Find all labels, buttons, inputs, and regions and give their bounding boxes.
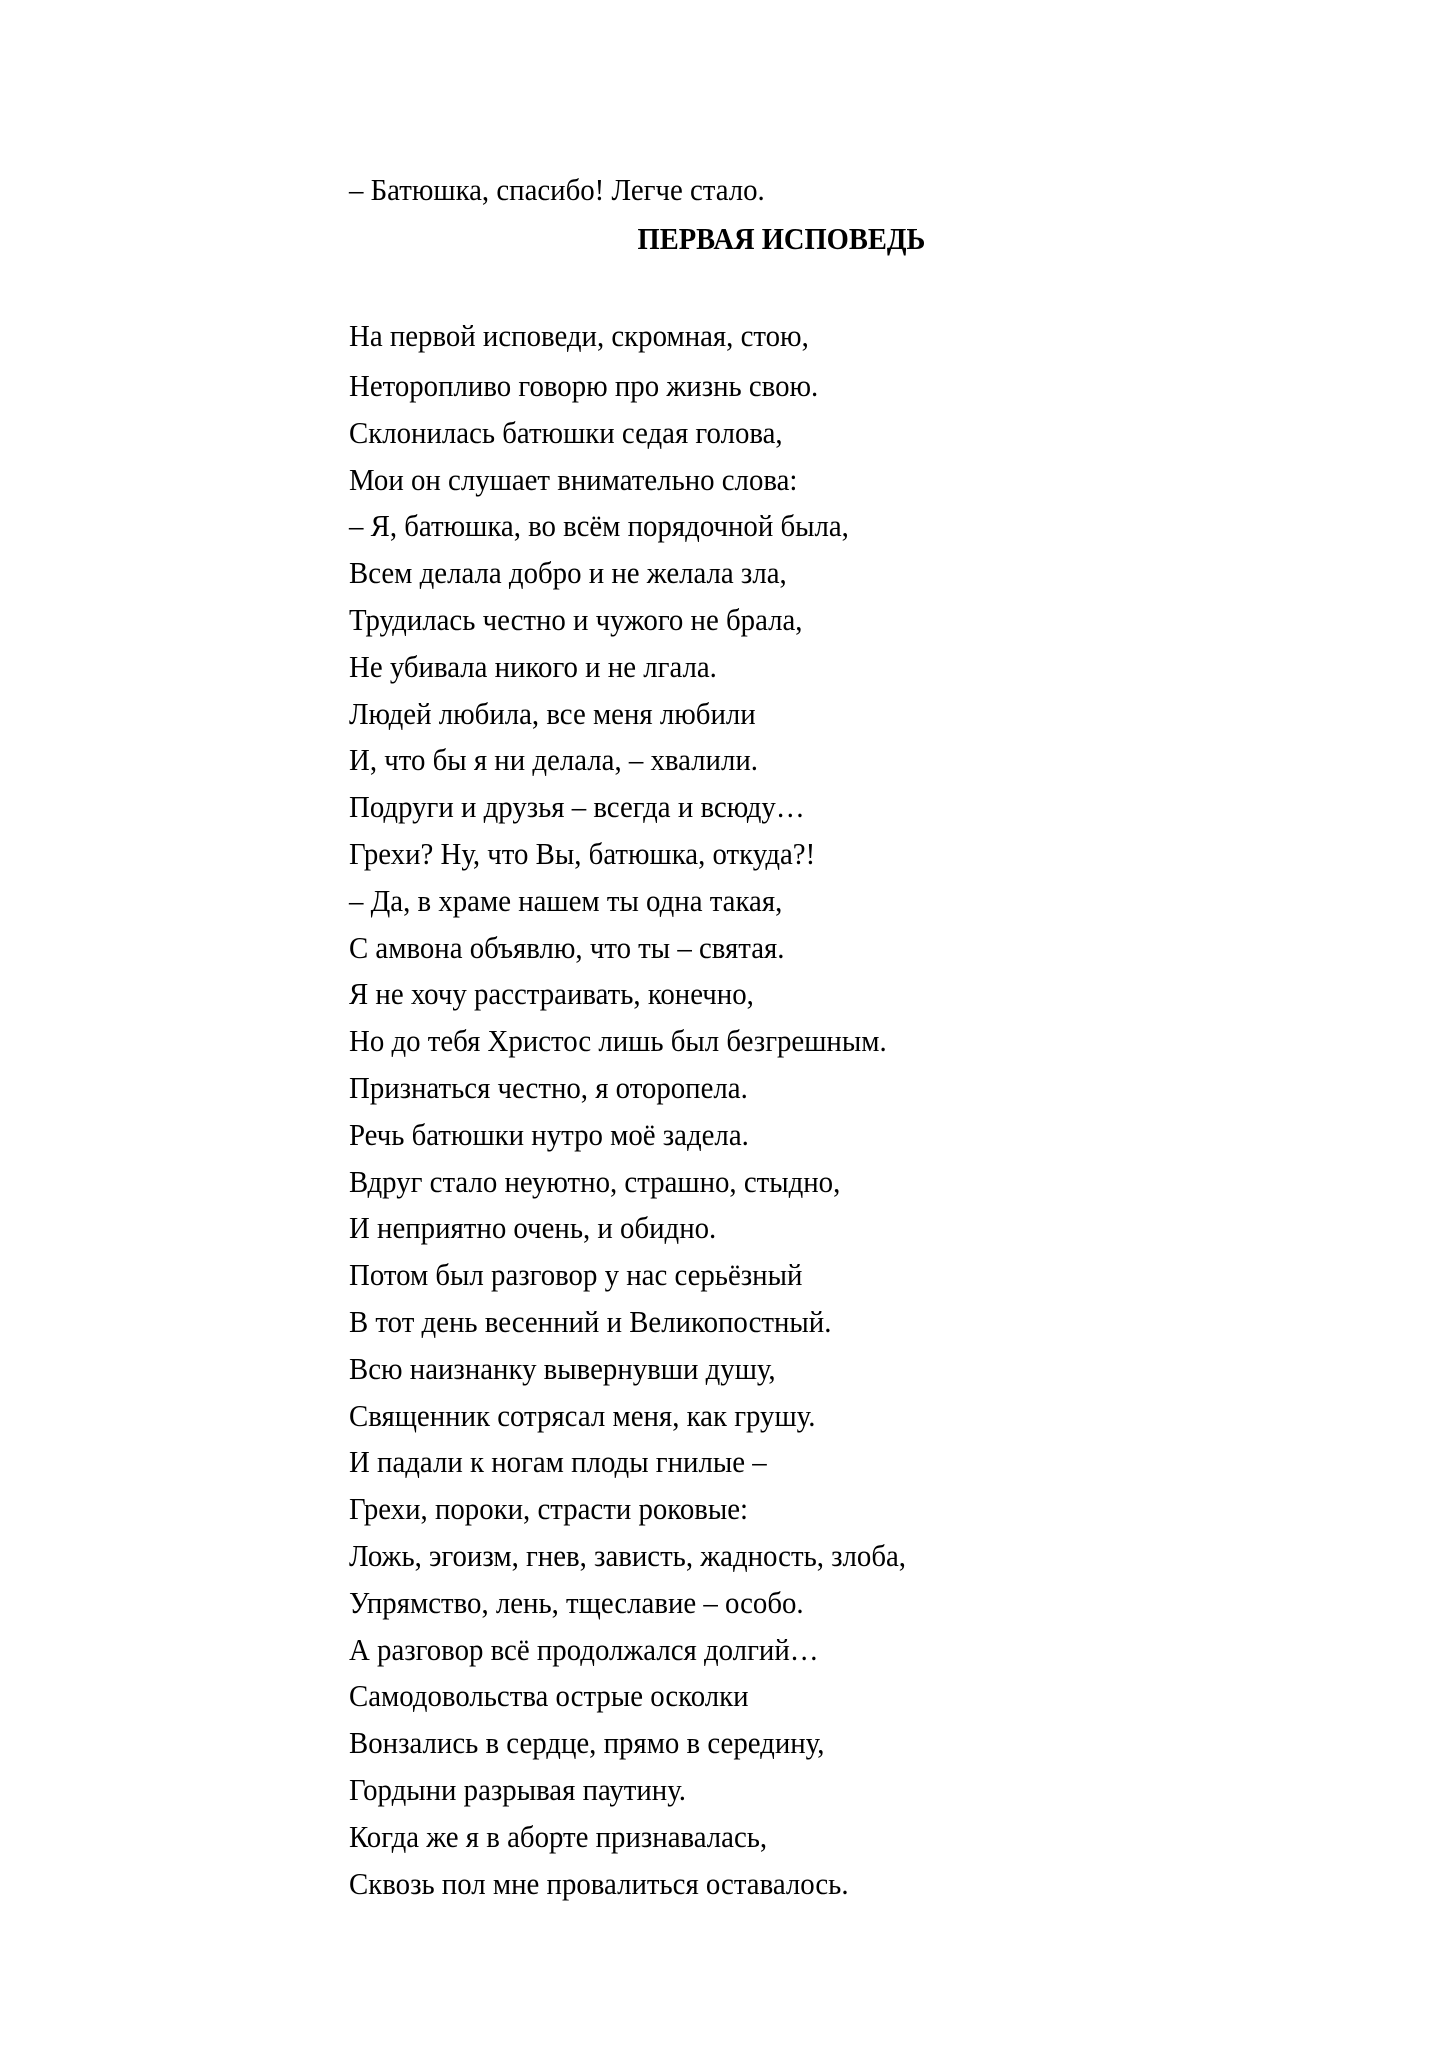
poem-line: И падали к ногам плоды гнилые – <box>349 1444 767 1480</box>
poem-line: Всю наизнанку вывернувши душу, <box>349 1350 776 1386</box>
poem-line: Гордыни разрывая паутину. <box>349 1771 686 1807</box>
poem-line: Потом был разговор у нас серьёзный <box>349 1257 803 1293</box>
poem-line: В тот день весенний и Великопостный. <box>349 1303 832 1339</box>
poem-line: А разговор всё продолжался долгий… <box>349 1631 819 1667</box>
poem-line: И неприятно очень, и обидно. <box>349 1210 717 1246</box>
poem-line: Вдруг стало неуютно, страшно, стыдно, <box>349 1163 841 1199</box>
preceding-dialogue-line: – Батюшка, спасибо! Легче стало. <box>349 172 765 207</box>
poem-line: Неторопливо говорю про жизнь свою. <box>349 368 819 403</box>
poem-line: Священник сотрясал меня, как грушу. <box>349 1397 816 1433</box>
poem-line: Всем делала добро и не желала зла, <box>349 555 787 591</box>
poem-line: Речь батюшки нутро моё задела. <box>349 1116 749 1152</box>
poem-line: Я не хочу расстраивать, конечно, <box>349 976 754 1012</box>
poem-line: Упрямство, лень, тщеславие – особо. <box>349 1584 804 1620</box>
poem-line: Людей любила, все меня любили <box>349 695 756 731</box>
poem-line: Когда же я в аборте признавалась, <box>349 1818 768 1854</box>
poem-line: – Да, в храме нашем ты одна такая, <box>349 882 783 918</box>
poem-line: – Я, батюшка, во всём порядочной была, <box>349 508 849 544</box>
poem-body <box>349 313 948 1907</box>
poem-line: Грехи, пороки, страсти роковые: <box>349 1491 749 1527</box>
poem-line: Самодовольства острые осколки <box>349 1678 749 1714</box>
poem-line: С амвона объявлю, что ты – святая. <box>349 929 785 965</box>
poem-line: Не убивала никого и не лгала. <box>349 648 717 684</box>
poem-line: Ложь, эгоизм, гнев, зависть, жадность, злоба, <box>349 1537 907 1573</box>
poem-line: Признаться честно, я оторопела. <box>349 1069 748 1105</box>
poem-title-text: ПЕРВАЯ ИСПОВЕДЬ <box>637 221 926 256</box>
poem-title <box>0 221 1455 257</box>
poem-line: И, что бы я ни делала, – хвалили. <box>349 742 759 778</box>
poem-line: Сквозь пол мне провалиться оставалось. <box>349 1865 849 1901</box>
poem-line: Мои он слушает внимательно слова: <box>349 461 798 497</box>
poem-line: Вонзались в сердце, прямо в середину, <box>349 1725 825 1761</box>
poem-line: Склонилась батюшки седая голова, <box>349 414 783 450</box>
poem-line: Трудилась честно и чужого не брала, <box>349 601 803 637</box>
poem-line: Но до тебя Христос лишь был безгрешным. <box>349 1023 887 1059</box>
poem-line: Грехи? Ну, что Вы, батюшка, откуда?! <box>349 835 816 871</box>
poem-line: На первой исповеди, скромная, стою, <box>349 318 809 353</box>
poem-line: Подруги и друзья – всегда и всюду… <box>349 789 805 825</box>
